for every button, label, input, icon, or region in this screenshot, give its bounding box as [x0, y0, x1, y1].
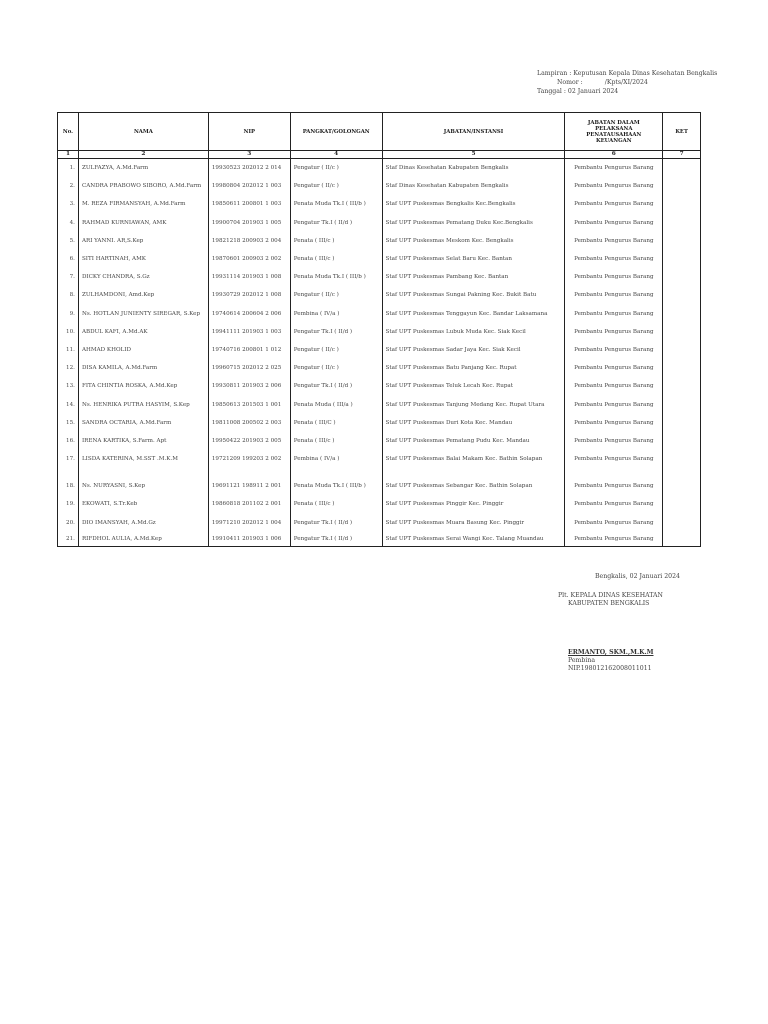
column-number: 5	[382, 151, 565, 159]
cell-jabatan-pelaksana: Pembantu Pengurus Barang	[565, 395, 663, 413]
cell-nama: DICKY CHANDRA, S.Gz	[78, 268, 208, 286]
cell-nip: 19980804 202012 1 003	[208, 177, 290, 195]
cell-ket	[663, 414, 701, 432]
cell-nama: SITI HARTINAH, AMK	[78, 250, 208, 268]
cell-ket	[663, 395, 701, 413]
table-row	[58, 195, 701, 213]
cell-no: 4.	[58, 214, 79, 232]
cell-jabatan-pelaksana: Pembantu Pengurus Barang	[565, 159, 663, 178]
table-row	[58, 377, 701, 395]
cell-nip: 19740716 200801 1 012	[208, 341, 290, 359]
cell-nama: Ns. HOTLAN JUNIENTY SIREGAR, S.Kep	[78, 305, 208, 323]
cell-jabatan-pelaksana: Pembantu Pengurus Barang	[565, 432, 663, 450]
cell-jabatan: Staf UPT Puskesmas Selat Baru Kec. Bantan	[382, 250, 565, 268]
table-row	[58, 495, 701, 513]
cell-no: 7.	[58, 268, 79, 286]
table-row	[58, 514, 701, 532]
cell-nip: 19860818 201102 2 001	[208, 495, 290, 513]
table-cell-empty	[290, 468, 382, 477]
cell-pangkat: Pengatur ( II/c )	[290, 159, 382, 178]
cell-no: 21.	[58, 532, 79, 547]
cell-nip: 19930523 202012 2 014	[208, 159, 290, 178]
cell-no: 6.	[58, 250, 79, 268]
cell-ket	[663, 159, 701, 178]
cell-nama: AHMAD KHOLID	[78, 341, 208, 359]
cell-pangkat: Penata ( III/C )	[290, 414, 382, 432]
cell-jabatan: Staf UPT Puskesmas Bengkalis Kec.Bengkalis	[382, 195, 565, 213]
lampiran-line: Lampiran : Keputusan Kepala Dinas Kesehatan Bengkalis	[537, 70, 718, 77]
official-rank: Pembina	[568, 657, 596, 664]
table-cell-empty	[382, 468, 565, 477]
table-row	[58, 532, 701, 547]
cell-jabatan: Staf UPT Puskesmas Batu Panjang Kec. Rupat	[382, 359, 565, 377]
cell-jabatan-pelaksana: Pembantu Pengurus Barang	[565, 268, 663, 286]
official-nip: NIP.198012162008011011	[568, 665, 652, 672]
cell-nip: 19721209 199203 2 002	[208, 450, 290, 468]
cell-jabatan: Staf UPT Puskesmas Teluk Lecah Kec. Rupat	[382, 377, 565, 395]
cell-nip: 19900704 201903 1 005	[208, 214, 290, 232]
cell-nama: CANDRA PRABOWO SIBORO, A.Md.Farm	[78, 177, 208, 195]
column-number-row	[58, 151, 701, 159]
cell-ket	[663, 286, 701, 304]
cell-nip: 19950422 201903 2 005	[208, 432, 290, 450]
cell-nama: IRENA KARTIKA, S.Farm. Apt	[78, 432, 208, 450]
cell-jabatan: Staf UPT Puskesmas Pematang Pudu Kec. Mandau	[382, 432, 565, 450]
header-ket: KET	[663, 113, 701, 151]
cell-nip: 19870601 200903 2 002	[208, 250, 290, 268]
cell-no: 11.	[58, 341, 79, 359]
nomor-line	[537, 78, 717, 87]
cell-nama: ABDUL KAFI, A.Md.AK	[78, 323, 208, 341]
table-cell-empty	[78, 468, 208, 477]
table-cell-empty	[208, 468, 290, 477]
cell-nip: 19930729 202012 1 008	[208, 286, 290, 304]
column-number: 1	[58, 151, 79, 159]
cell-no: 16.	[58, 432, 79, 450]
column-number: 4	[290, 151, 382, 159]
cell-no: 20.	[58, 514, 79, 532]
cell-jabatan: Staf Dinas Kesehatan Kabupaten Bengkalis	[382, 177, 565, 195]
table-row	[58, 450, 701, 468]
cell-ket	[663, 514, 701, 532]
cell-nip: 19821218 200903 2 004	[208, 232, 290, 250]
cell-jabatan-pelaksana: Pembantu Pengurus Barang	[565, 341, 663, 359]
table-row	[58, 359, 701, 377]
cell-jabatan: Staf UPT Puskesmas Muara Basung Kec. Pinggir	[382, 514, 565, 532]
header-no: No.	[58, 113, 79, 151]
cell-jabatan: Staf UPT Puskesmas Lubuk Muda Kec. Siak Kecil	[382, 323, 565, 341]
cell-no: 5.	[58, 232, 79, 250]
column-number: 3	[208, 151, 290, 159]
cell-no: 13.	[58, 377, 79, 395]
cell-ket	[663, 323, 701, 341]
cell-nama: ARI YANNI. AR,S.Kep	[78, 232, 208, 250]
cell-jabatan: Staf UPT Puskesmas Meskom Kec. Bengkalis	[382, 232, 565, 250]
cell-ket	[663, 195, 701, 213]
table-gap-row	[58, 468, 701, 477]
cell-jabatan: Staf UPT Puskesmas Sadar Jaya Kec. Siak Kecil	[382, 341, 565, 359]
signature-place-date: Bengkalis, 02 Januari 2024	[595, 573, 680, 580]
cell-no: 10.	[58, 323, 79, 341]
cell-nama: Ns. NURYASNI, S.Kep	[78, 477, 208, 495]
cell-nip: 19971210 202012 1 004	[208, 514, 290, 532]
cell-ket	[663, 477, 701, 495]
cell-nama: FITA CHINTIA ROSKA, A.Md.Kep	[78, 377, 208, 395]
cell-nip: 19931114 201903 1 008	[208, 268, 290, 286]
cell-ket	[663, 177, 701, 195]
cell-nama: SANDRA OCTARIA, A.Md.Farm	[78, 414, 208, 432]
cell-jabatan-pelaksana: Pembantu Pengurus Barang	[565, 323, 663, 341]
table-cell-empty	[565, 468, 663, 477]
cell-jabatan: Staf UPT Puskesmas Sebangar Kec. Bathin Solapan	[382, 477, 565, 495]
cell-pangkat: Penata Muda ( III/a )	[290, 395, 382, 413]
cell-pangkat: Pembina ( IV/a )	[290, 450, 382, 468]
table-row	[58, 432, 701, 450]
cell-ket	[663, 214, 701, 232]
cell-jabatan-pelaksana: Pembantu Pengurus Barang	[565, 477, 663, 495]
cell-jabatan-pelaksana: Pembantu Pengurus Barang	[565, 286, 663, 304]
cell-no: 19.	[58, 495, 79, 513]
cell-pangkat: Pengatur Tk.I ( II/d )	[290, 214, 382, 232]
cell-jabatan-pelaksana: Pembantu Pengurus Barang	[565, 250, 663, 268]
cell-pangkat: Penata ( III/c )	[290, 495, 382, 513]
cell-ket	[663, 250, 701, 268]
table-row	[58, 250, 701, 268]
cell-pangkat: Penata ( III/c )	[290, 432, 382, 450]
cell-jabatan: Staf UPT Puskesmas Pinggir Kec. Pinggir	[382, 495, 565, 513]
cell-jabatan: Staf UPT Puskesmas Duri Kota Kec. Mandau	[382, 414, 565, 432]
cell-nip: 19930811 201903 2 006	[208, 377, 290, 395]
cell-no: 12.	[58, 359, 79, 377]
cell-ket	[663, 341, 701, 359]
cell-no: 2.	[58, 177, 79, 195]
cell-nama: ZULHAMDONI, Amd.Kep	[78, 286, 208, 304]
tanggal-line: Tanggal : 02 Januari 2024	[537, 88, 619, 95]
cell-nip: 19811008 200502 2 003	[208, 414, 290, 432]
cell-pangkat: Penata Muda Tk.I ( III/b )	[290, 195, 382, 213]
table-body	[58, 159, 701, 547]
table-row	[58, 232, 701, 250]
document-header	[537, 69, 717, 96]
cell-nama: Ns. HENRIKA PUTRA HASYIM, S.Kep	[78, 395, 208, 413]
cell-nip: 19960715 202012 2 025	[208, 359, 290, 377]
cell-pangkat: Pengatur ( II/c )	[290, 286, 382, 304]
table-row	[58, 341, 701, 359]
cell-jabatan: Staf UPT Puskesmas Sungai Pakning Kec. Bukit Batu	[382, 286, 565, 304]
cell-ket	[663, 532, 701, 547]
cell-ket	[663, 268, 701, 286]
cell-jabatan-pelaksana: Pembantu Pengurus Barang	[565, 214, 663, 232]
table-row	[58, 177, 701, 195]
cell-jabatan: Staf Dinas Kesehatan Kabupaten Bengkalis	[382, 159, 565, 178]
column-number: 6	[565, 151, 663, 159]
signature-official	[568, 649, 654, 673]
table-row	[58, 268, 701, 286]
office-line-2: KABUPATEN BENGKALIS	[568, 600, 650, 607]
table-row	[58, 286, 701, 304]
cell-no: 8.	[58, 286, 79, 304]
cell-no: 18.	[58, 477, 79, 495]
cell-no: 1.	[58, 159, 79, 178]
cell-pangkat: Pengatur Tk.I ( II/d )	[290, 377, 382, 395]
cell-jabatan: Staf UPT Puskesmas Tanjung Medang Kec. Rupat Utara	[382, 395, 565, 413]
table-row	[58, 477, 701, 495]
cell-no: 14.	[58, 395, 79, 413]
official-name: ERMANTO, SKM.,M.K.M	[568, 649, 654, 656]
cell-jabatan: Staf UPT Puskesmas Tenggayun Kec. Bandar Laksamana	[382, 305, 565, 323]
cell-ket	[663, 305, 701, 323]
header-pangkat: PANGKAT/GOLONGAN	[290, 113, 382, 151]
header-nip: NIP	[208, 113, 290, 151]
cell-nama: LISDA KATERINA, M.SST .M.K.M	[78, 450, 208, 468]
header-nama: NAMA	[78, 113, 208, 151]
cell-jabatan-pelaksana: Pembantu Pengurus Barang	[565, 232, 663, 250]
table-row	[58, 323, 701, 341]
cell-pangkat: Pengatur ( II/c )	[290, 359, 382, 377]
cell-nama: DISA KAMILA, A.Md.Farm	[78, 359, 208, 377]
cell-ket	[663, 432, 701, 450]
cell-jabatan: Staf UPT Puskesmas Balai Makam Kec. Bathin Solapan	[382, 450, 565, 468]
cell-pangkat: Pengatur Tk.I ( II/d )	[290, 323, 382, 341]
cell-no: 15.	[58, 414, 79, 432]
cell-nip: 19941111 201903 1 003	[208, 323, 290, 341]
cell-jabatan-pelaksana: Pembantu Pengurus Barang	[565, 359, 663, 377]
column-number: 2	[78, 151, 208, 159]
cell-pangkat: Pengatur Tk.I ( II/d )	[290, 514, 382, 532]
column-number: 7	[663, 151, 701, 159]
cell-jabatan-pelaksana: Pembantu Pengurus Barang	[565, 377, 663, 395]
table-row	[58, 214, 701, 232]
cell-jabatan-pelaksana: Pembantu Pengurus Barang	[565, 514, 663, 532]
cell-nama: RIFDHOL AULIA, A.Md.Kep	[78, 532, 208, 547]
cell-pangkat: Pengatur ( II/c )	[290, 177, 382, 195]
nomor-label: Nomor :	[557, 79, 583, 86]
cell-nip: 19850613 201503 1 001	[208, 395, 290, 413]
table-cell-empty	[58, 468, 79, 477]
cell-no: 3.	[58, 195, 79, 213]
header-jabatan: JABATAN/INSTANSI	[382, 113, 565, 151]
cell-nip: 19740614 200604 2 006	[208, 305, 290, 323]
cell-jabatan-pelaksana: Pembantu Pengurus Barang	[565, 414, 663, 432]
table-row	[58, 395, 701, 413]
cell-pangkat: Pengatur Tk.I ( II/d )	[290, 532, 382, 547]
cell-ket	[663, 450, 701, 468]
cell-pangkat: Pembina ( IV/a )	[290, 305, 382, 323]
cell-ket	[663, 232, 701, 250]
table-cell-empty	[663, 468, 701, 477]
signature-office	[558, 592, 663, 608]
cell-nip: 19850611 200801 1 003	[208, 195, 290, 213]
table-row	[58, 159, 701, 178]
cell-jabatan-pelaksana: Pembantu Pengurus Barang	[565, 495, 663, 513]
cell-no: 9.	[58, 305, 79, 323]
cell-jabatan-pelaksana: Pembantu Pengurus Barang	[565, 450, 663, 468]
cell-pangkat: Pengatur ( II/c )	[290, 341, 382, 359]
cell-jabatan-pelaksana: Pembantu Pengurus Barang	[565, 532, 663, 547]
nomor-value: /Kpts/XI/2024	[604, 79, 648, 86]
office-line-1: Plt. KEPALA DINAS KESEHATAN	[558, 592, 663, 599]
header-jabatan-pelaksana: JABATAN DALAM PELAKSANA PENATAUSAHAAN KEUANGAN	[565, 113, 663, 151]
cell-ket	[663, 495, 701, 513]
cell-pangkat: Penata ( III/c )	[290, 232, 382, 250]
cell-jabatan: Staf UPT Puskesmas Serai Wangi Kec. Talang Muandau	[382, 532, 565, 547]
cell-ket	[663, 377, 701, 395]
cell-jabatan-pelaksana: Pembantu Pengurus Barang	[565, 305, 663, 323]
table-row	[58, 414, 701, 432]
cell-pangkat: Penata ( III/c )	[290, 250, 382, 268]
cell-jabatan-pelaksana: Pembantu Pengurus Barang	[565, 177, 663, 195]
cell-nama: RAHMAD KURNIAWAN, AMK	[78, 214, 208, 232]
cell-nama: DIO IMANSYAH, A.Md.Gz	[78, 514, 208, 532]
cell-nip: 19910411 201903 1 006	[208, 532, 290, 547]
cell-jabatan: Staf UPT Puskesmas Pematang Duku Kec.Bengkalis	[382, 214, 565, 232]
table-header-row	[58, 113, 701, 151]
assignment-table	[57, 112, 701, 547]
cell-jabatan: Staf UPT Puskesmas Pambang Kec. Bantan	[382, 268, 565, 286]
cell-pangkat: Penata Muda Tk.I ( III/b )	[290, 268, 382, 286]
cell-nama: M. REZA FIRMANSYAH, A.Md.Farm	[78, 195, 208, 213]
cell-ket	[663, 359, 701, 377]
cell-pangkat: Penata Muda Tk.I ( III/b )	[290, 477, 382, 495]
cell-jabatan-pelaksana: Pembantu Pengurus Barang	[565, 195, 663, 213]
table-row	[58, 305, 701, 323]
cell-nip: 19691121 198911 2 001	[208, 477, 290, 495]
cell-nama: ZULFAZYA, A.Md.Farm	[78, 159, 208, 178]
cell-nama: EKOWATI, S.Tr.Keb	[78, 495, 208, 513]
cell-no: 17.	[58, 450, 79, 468]
